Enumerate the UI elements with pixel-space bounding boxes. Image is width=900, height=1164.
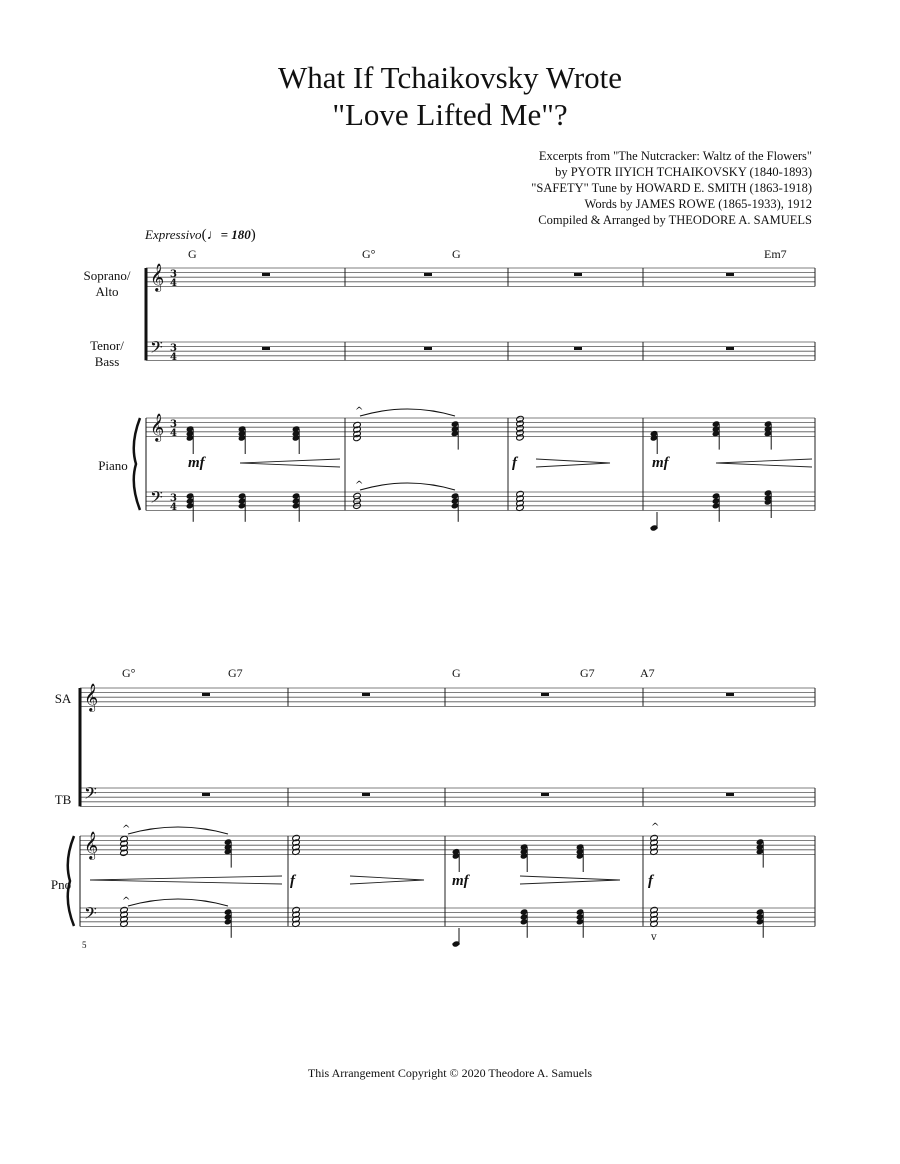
treble-clef-icon: 𝄞 bbox=[150, 263, 165, 291]
chord-symbol: G bbox=[452, 247, 461, 261]
crescendo-hairpin bbox=[240, 463, 340, 467]
credit-line-3: "SAFETY" Tune by HOWARD E. SMITH (1863-1918) bbox=[531, 181, 812, 195]
accent-mark: ^ bbox=[651, 822, 660, 833]
treble-clef-icon: 𝄞 bbox=[150, 413, 165, 441]
whole-rest bbox=[424, 273, 432, 276]
chord-symbol: G7 bbox=[580, 666, 595, 680]
time-signature: 3 bbox=[170, 493, 177, 504]
slur bbox=[128, 827, 228, 834]
treble-clef-icon: 𝄞 bbox=[84, 831, 99, 859]
accent-mark: ^ bbox=[122, 896, 131, 907]
whole-rest bbox=[202, 793, 210, 796]
time-signature: 3 bbox=[170, 269, 177, 280]
accent-mark: v bbox=[651, 932, 657, 943]
title-line-2: "Love Lifted Me"? bbox=[332, 97, 568, 132]
time-signature: 3 bbox=[170, 419, 177, 430]
bass-clef-icon: 𝄢 bbox=[150, 337, 163, 361]
decrescendo-hairpin bbox=[536, 463, 610, 467]
whole-rest bbox=[726, 273, 734, 276]
piano-brace bbox=[134, 418, 140, 510]
dynamic-marking: mf bbox=[188, 455, 205, 471]
decrescendo-hairpin bbox=[350, 880, 424, 884]
tempo-marking: Expressivo(♩= 180) bbox=[145, 227, 256, 243]
credit-line-1: Excerpts from "The Nutcracker: Waltz of the Flowers" bbox=[538, 149, 812, 163]
chord-symbol: G7 bbox=[228, 666, 243, 680]
chord-symbol: Em7 bbox=[764, 247, 787, 261]
title-line-1: What If Tchaikovsky Wrote bbox=[277, 60, 623, 95]
measure-number: 5 bbox=[82, 940, 87, 950]
whole-rest bbox=[541, 693, 549, 696]
time-signature: 3 bbox=[170, 343, 177, 354]
dynamic-marking: mf bbox=[652, 455, 669, 471]
crescendo-hairpin bbox=[90, 876, 282, 880]
whole-rest bbox=[541, 793, 549, 796]
whole-rest bbox=[362, 793, 370, 796]
staff-label-tb: TB bbox=[54, 792, 72, 807]
whole-rest bbox=[262, 347, 270, 350]
staff-label-piano: Pno bbox=[50, 877, 72, 892]
staff-label-sa: SA bbox=[54, 691, 72, 706]
accent-mark: ^ bbox=[122, 824, 131, 835]
time-signature: 4 bbox=[170, 502, 177, 513]
chord-symbol: G bbox=[188, 247, 197, 261]
decrescendo-hairpin bbox=[520, 880, 620, 884]
dynamic-marking: f bbox=[512, 455, 517, 471]
tempo-text: Expressivo bbox=[145, 227, 202, 242]
staff-label-tenor-bass: Tenor/ Bass bbox=[90, 338, 124, 369]
treble-clef-icon: 𝄞 bbox=[84, 683, 99, 711]
bass-clef-icon: 𝄢 bbox=[150, 487, 163, 511]
piano-brace bbox=[68, 836, 74, 926]
accent-mark: ^ bbox=[355, 406, 364, 417]
staff-label-piano: Piano bbox=[98, 458, 128, 473]
accent-mark: ^ bbox=[355, 480, 364, 491]
bass-clef-icon: 𝄢 bbox=[84, 783, 97, 807]
whole-rest bbox=[726, 347, 734, 350]
credit-line-2: by PYOTR IIYICH TCHAIKOVSKY (1840-1893) bbox=[555, 165, 812, 179]
whole-rest bbox=[726, 793, 734, 796]
time-signature: 4 bbox=[170, 278, 177, 289]
dynamic-marking: mf bbox=[452, 873, 469, 889]
copyright-notice: This Arrangement Copyright © 2020 Theodore A. Samuels bbox=[307, 1066, 593, 1080]
time-signature: 4 bbox=[170, 428, 177, 439]
credit-line-4: Words by JAMES ROWE (1865-1933), 1912 bbox=[584, 197, 812, 211]
dynamic-marking: f bbox=[648, 873, 653, 889]
credit-line-5: Compiled & Arranged by THEODORE A. SAMUELS bbox=[538, 213, 812, 227]
staff-label-soprano-alto: Soprano/ Alto bbox=[83, 268, 131, 299]
time-signature: 4 bbox=[170, 352, 177, 363]
tempo-value: = 180 bbox=[220, 227, 251, 242]
whole-rest bbox=[424, 347, 432, 350]
crescendo-hairpin bbox=[716, 463, 812, 467]
decrescendo-hairpin bbox=[536, 459, 610, 463]
chord-symbol: G° bbox=[122, 666, 136, 680]
chord-symbol: G bbox=[452, 666, 461, 680]
dynamic-marking: f bbox=[290, 873, 295, 889]
slur bbox=[360, 483, 455, 490]
chord-symbol: G° bbox=[362, 247, 376, 261]
whole-rest bbox=[262, 273, 270, 276]
slur bbox=[128, 899, 228, 906]
quarter-note-icon: ♩ bbox=[206, 228, 221, 243]
whole-rest bbox=[574, 347, 582, 350]
whole-rest bbox=[574, 273, 582, 276]
whole-rest bbox=[202, 693, 210, 696]
decrescendo-hairpin bbox=[350, 876, 424, 880]
crescendo-hairpin bbox=[90, 880, 282, 884]
crescendo-hairpin bbox=[716, 459, 812, 463]
crescendo-hairpin bbox=[240, 459, 340, 463]
whole-rest bbox=[362, 693, 370, 696]
chord-symbol: A7 bbox=[640, 666, 655, 680]
decrescendo-hairpin bbox=[520, 876, 620, 880]
slur bbox=[360, 409, 455, 416]
whole-rest bbox=[726, 693, 734, 696]
bass-clef-icon: 𝄢 bbox=[84, 903, 97, 927]
